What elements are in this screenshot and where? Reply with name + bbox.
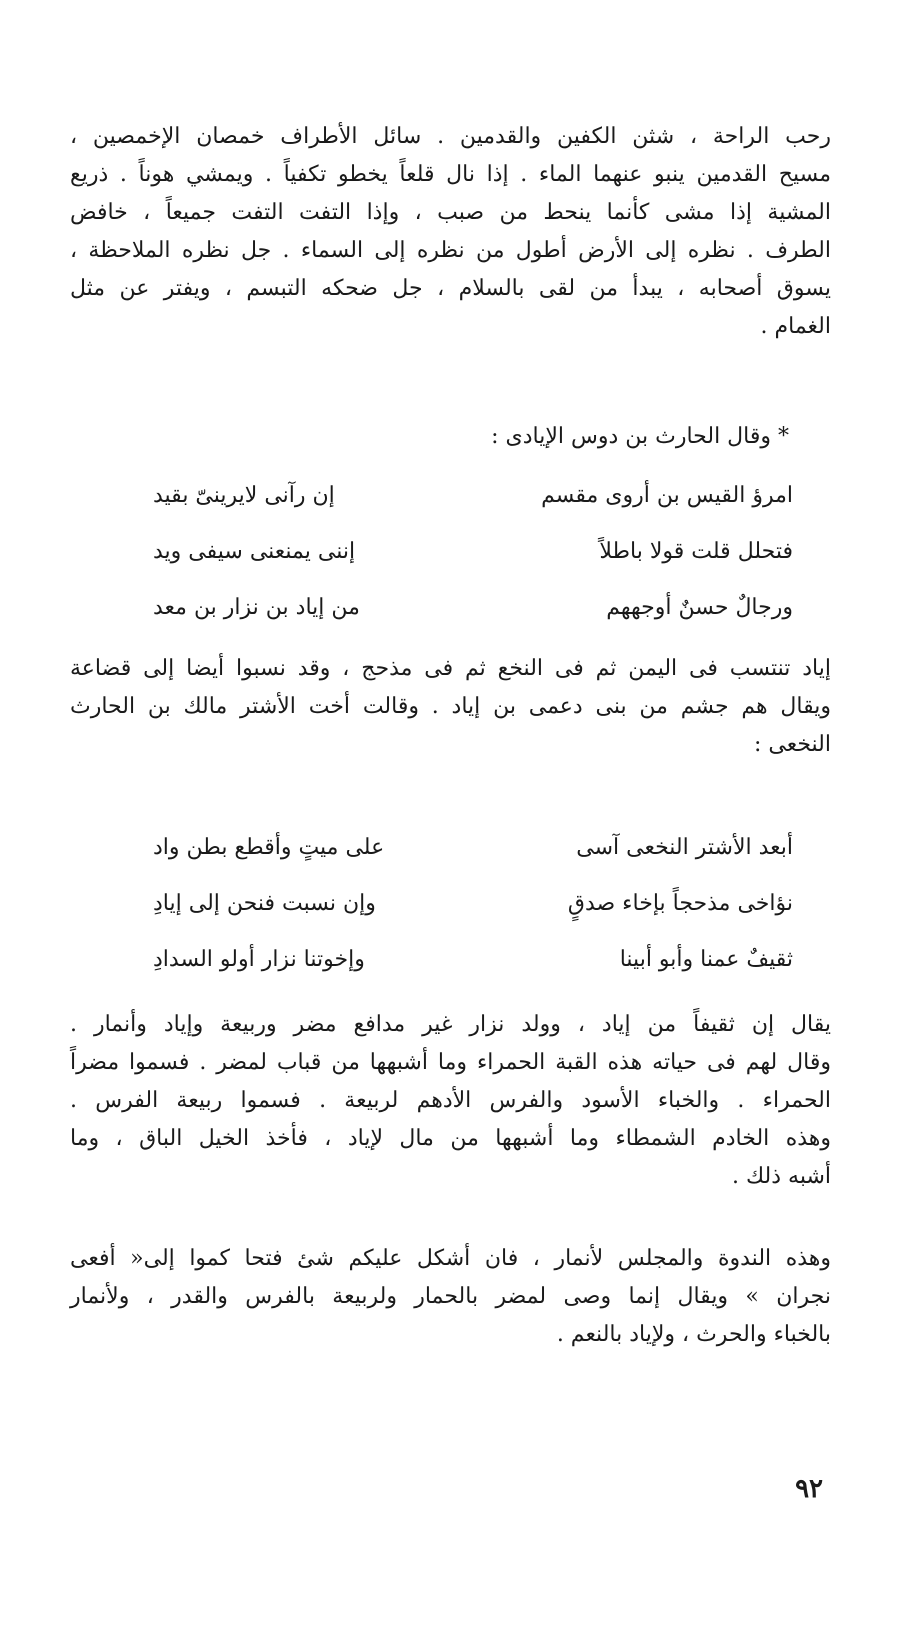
text-line: وهذه الخادم الشمطاء وما أشبهها من مال لإياد ، فأخذ الخيل الباق ، وما: [70, 1126, 831, 1151]
text-line: ويقال هم جشم من بنى دعمى بن إياد . وقالت أخت الأشتر مالك بن الحارث: [70, 694, 831, 719]
text-line: نجران » ويقال إنما وصى لمضر بالحمار ولربيعة بالفرس والقدر ، ولأنمار: [70, 1284, 831, 1309]
text-line: إياد تنتسب فى اليمن ثم فى النخع ثم فى مذحج ، وقد نسبوا أيضا إلى قضاعة: [70, 656, 831, 681]
verse-first-hemistich: ثقيفٌ عمنا وأبو أبينا: [619, 946, 793, 972]
text-line: الحمراء . والخباء الأسود والفرس الأدهم لربيعة . فسموا ربيعة الفرس .: [70, 1088, 831, 1113]
verse-first-hemistich: فتحلل قلت قولا باطلاً: [599, 538, 793, 564]
text-line: أشبه ذلك .: [732, 1164, 831, 1189]
text-line: رحب الراحة ، شثن الكفين والقدمين . سائل الأطراف خمصان الإخمصين ،: [70, 124, 831, 149]
poem-verse: [153, 526, 793, 576]
text-line: الطرف . نظره إلى الأرض أطول من نظره إلى السماء . جل نظره الملاحظة ،: [70, 238, 831, 263]
paragraph-nizar: [70, 1006, 831, 1196]
text-line: مسيح القدمين ينبو عنهما الماء . إذا نال قلعاً يخطو تكفياً . ويمشي هوناً . ذريع: [70, 162, 831, 187]
text-line: وقال لهم فى حياته هذه القبة الحمراء وما أشبهها من قباب لمضر . فسموا مضراً: [70, 1050, 831, 1075]
text-line: بالخباء والحرث ، ولإياد بالنعم .: [556, 1322, 831, 1347]
verse-second-hemistich: إن رآنى لايرينىّ بقيد: [153, 482, 335, 508]
verse-second-hemistich: على ميتٍ وأقطع بطن واد: [153, 834, 385, 860]
text-line: وهذه الندوة والمجلس لأنمار ، فان أشكل عليكم شئ فتحا كموا إلى« أفعى: [70, 1246, 831, 1271]
text-line: النخعى :: [753, 732, 831, 757]
verse-first-hemistich: امرؤ القيس بن أروى مقسم: [541, 482, 793, 508]
poem-verse: [153, 878, 793, 928]
text-line: الغمام .: [760, 314, 831, 339]
text-line: يقال إن ثقيفاً من إياد ، وولد نزار غير مدافع مضر وربيعة وإياد وأنمار .: [70, 1012, 831, 1037]
verse-second-hemistich: وإن نسبت فنحن إلى إيادِ: [153, 890, 376, 916]
poem-verse: [153, 822, 793, 872]
text-line: المشية إذا مشى كأنما ينحط من صبب ، وإذا التفت التفت جميعاً ، خافض: [70, 200, 831, 225]
paragraph-lineage: [70, 650, 831, 764]
poem-verse: [153, 582, 793, 632]
verse-first-hemistich: ورجالٌ حسنٌ أوجههم: [606, 594, 793, 620]
poem-verse: [153, 934, 793, 984]
text-line: يسوق أصحابه ، يبدأ من لقى بالسلام ، جل ضحكه التبسم ، ويفتر عن مثل: [70, 276, 831, 301]
page-number: ٩٢: [795, 1474, 823, 1504]
verse-second-hemistich: إننى يمنعنى سيفى ويد: [153, 538, 356, 564]
paragraph-anmar: [70, 1240, 831, 1354]
verse-first-hemistich: أبعد الأشتر النخعى آسى: [576, 834, 793, 860]
paragraph-description: [70, 118, 831, 346]
verse-first-hemistich: نؤاخى مذحجاً بإخاء صدقٍ: [567, 890, 793, 916]
verse-second-hemistich: وإخوتنا نزار أولو السدادِ: [153, 946, 365, 972]
poem-verse: [153, 470, 793, 520]
poem-intro: * وقال الحارث بن دوس الإيادى :: [491, 424, 789, 449]
verse-second-hemistich: من إياد بن نزار بن معد: [153, 594, 360, 620]
